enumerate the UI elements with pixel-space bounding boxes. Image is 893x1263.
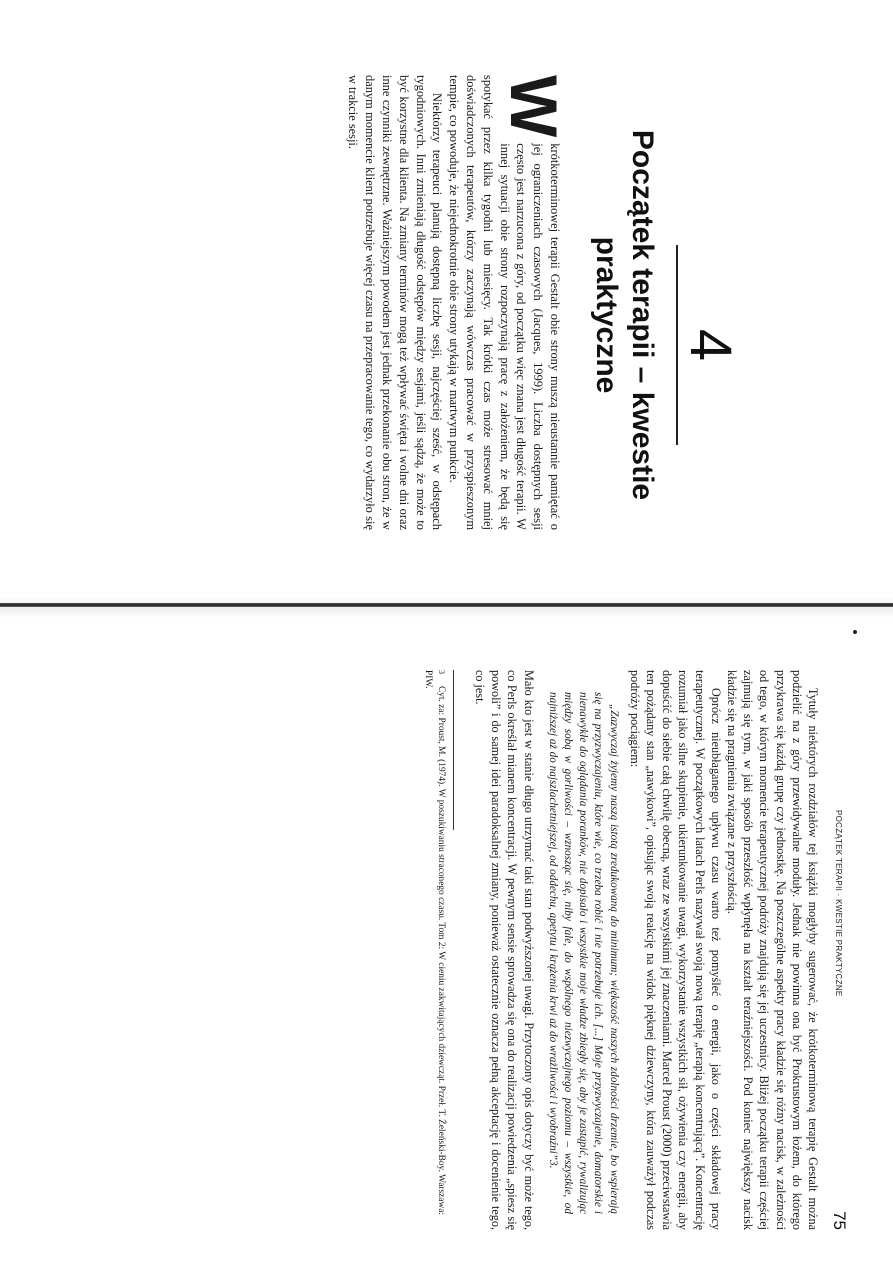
paragraph-text: krótkoterminowej terapii Gestalt obie strony muszą nieustannie pamiętać o jej ograniczeniach czasowych (Jacques, 1999). Liczba dostępnych sesji często jest narzucona z góry, od początku więc znana jest długość terapii. W innej sytuacji obie strony rozpoczynają pracę z założeniem, że będą się spotykać przez kilka tygodni lub miesięcy. Tak krótki czas może stresować mniej doświadczonych terapeutów, którzy zaczynają wówczas pracować w przyspieszonym tempie, co powoduje, że niejednokrotnie obie strony utykają w martwym punkcie. xyxy=(447,75,562,530)
page-gutter-shadow xyxy=(0,596,893,618)
page-gutter-divider xyxy=(0,603,893,607)
paragraph: Tytuły niektórych rozdziałów tej książki mogłyby sugerować, że krótkoterminową terapię Gestalt można podzielić na z góry przewidywalne moduły. Jednak nie powinna ona być Prokrustowym łożem, do którego przykrawa się każdą grupę czy jednostkę. Na poszczególne aspekty pracy kładzie się różny nacisk, w zależności od tego, w którym momencie terapeutycznej podróży znajdują się jej uczestnicy. Bliżej początku terapii częściej zajmują się tym, w jaki sposób przeszłość wpłynęła na kształt teraźniejszości. Pod koniec największy nacisk kładzie się na pragnienia związane z przyszłością. xyxy=(724,670,820,1230)
chapter-number-rule xyxy=(676,245,678,445)
footnote xyxy=(422,670,447,1230)
page-number: 75 xyxy=(830,1211,849,1230)
block-quote: „Zazwyczaj żyjemy naszą istotą zredukowaną do minimum; większość naszych zdolności drzemie, bo wspierają się na przyzwyczajeniu, które wie, co trzeba robić i nie potrzebuje ich. [...] Moje przyzwyczajenie, domatorskie i nienawykłe do oglądania poranków, nie dopisało i wszystkie moje władze zbiegły się, aby je zastąpić, rywalizując między sobą w gorliwości – wznosząc się, niby fale, do wspólnego niezwyczajnego poziomu – wszystkie, od najniższej aż do najszlachetniejszej, od oddechu, apetytu i krążenia krwi aż do wrażliwości i wyobraźni”3. xyxy=(546,692,620,1214)
paragraph xyxy=(445,75,571,530)
footnote-mark: 3 xyxy=(436,670,446,674)
chapter-opening-page xyxy=(0,30,760,590)
scan-speck xyxy=(853,630,857,634)
text-page-75 xyxy=(85,670,849,1230)
footnote-rule xyxy=(453,670,454,830)
running-head: POCZĄTEK TERAPII · KWESTIE PRAKTYCZNE xyxy=(834,810,843,997)
chapter-number: 4 xyxy=(678,328,743,362)
paragraph: Niektórzy terapeuci planują dostępną liczbę sesji, najczęściej sześć, w odstępach tygodniowych. Inni zmieniają długość odstępów między sesjami, jeśli sądzą, że może to być korzystne dla klienta. Na zmiany terminów mogą też wpływać święta i wolne dni oraz inne czynniki zewnętrzne. Ważniejszym powodem jest jednak przekonanie obu stron, że w danym momencie klient potrzebuje więcej czasu na przepracowanie tego, co wydarzyło się w trakcie sesji. xyxy=(346,75,445,530)
chapter-title: Początek terapii – kwestie praktyczne xyxy=(590,129,659,501)
paragraph: Mało kto jest w stanie długo utrzymać taki stan podwyższonej uwagi. Przytoczony opis dotyczy być może tego, co Perls określał mianem koncentracji. W pewnym sensie sprowadza się ona do realizacji powiedzenia „spiesz się powoli” i do samej idei paradoksalnej zmiany, ponieważ ostatecznie oznacza pełną akceptację i docenienie tego, co jest. xyxy=(472,670,536,1230)
page-body-text xyxy=(422,670,821,1230)
paragraph: Oprócz nieubłaganego upływu czasu warto też pomyśleć o energii, jako o części składowej pracy terapeutycznej. W początkowych latach Perls nazywał swoją nową terapię „terapią koncentrującą”. Koncentrację rozumiał jako silne skupienie, ukierunkowanie uwagi, wykorzystanie wszystkich sił, ożywienia czy energii, aby dopuścić do siebie całą chwilę obecną, wraz ze wszystkimi jej znaczeniami. Marcel Proust (2000) przeciwstawia ten pożądany stan „nawykowi”, opisując swoją reakcję na widok pięknej dziewczyny, która zauważył podczas podróży pociągiem: xyxy=(627,670,723,1230)
footnote-text: Cyt. za: Proust, M. (1974). W poszukiwaniu straconego czasu. Tom 2: W cieniu zakwitających dziewcząt. Przeł. T. Żeleński-Boy. Warszawa: PIW. xyxy=(423,670,446,1215)
drop-cap: W xyxy=(497,75,571,138)
chapter-body-text xyxy=(345,75,571,530)
